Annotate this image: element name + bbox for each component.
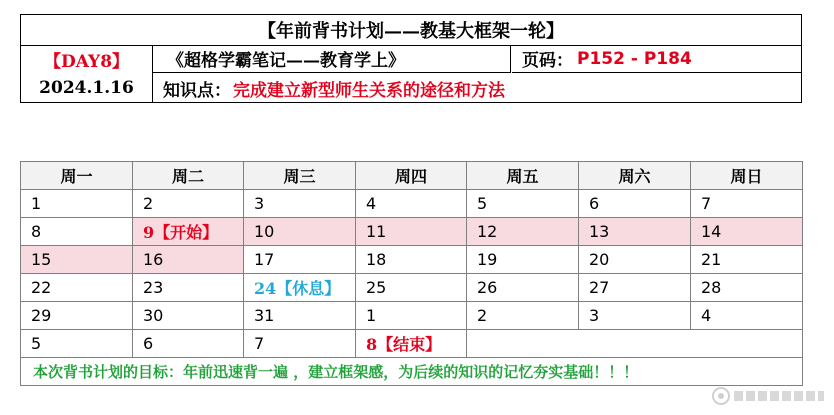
calendar-day-cell: 4 — [356, 190, 467, 218]
calendar-day-cell: 11 — [356, 218, 467, 246]
calendar-day-cell: 4 — [691, 302, 803, 330]
book-title: 《超格学霸笔记——教育学上》 — [153, 45, 511, 73]
watermark — [712, 385, 824, 407]
end-day-cell: 8【结束】 — [356, 330, 467, 358]
watermark-text-blur — [734, 391, 824, 401]
calendar-day-cell: 7 — [691, 190, 803, 218]
empty-cell — [467, 330, 803, 358]
calendar-day-cell: 3 — [579, 302, 691, 330]
calendar-week-row — [21, 302, 803, 330]
calendar-day-cell: 16 — [133, 246, 244, 274]
calendar-day-cell: 27 — [579, 274, 691, 302]
calendar-day-cell: 31 — [244, 302, 356, 330]
weekday-header: 周一 — [21, 162, 133, 190]
calendar-table — [20, 161, 803, 386]
topic-label: 知识点： — [163, 80, 231, 101]
calendar-week-row — [21, 246, 803, 274]
calendar-day-cell: 15 — [21, 246, 133, 274]
day-date-cell — [21, 45, 153, 102]
calendar-day-cell: 20 — [579, 246, 691, 274]
calendar-day-cell: 2 — [467, 302, 579, 330]
calendar-day-cell: 1 — [21, 190, 133, 218]
date-label: 2024.1.16 — [39, 78, 134, 98]
calendar-day-cell: 2 — [133, 190, 244, 218]
plan-info-table — [20, 14, 802, 103]
calendar-day-cell: 8 — [21, 218, 133, 246]
calendar-day-cell: 12 — [467, 218, 579, 246]
calendar-day-cell: 23 — [133, 274, 244, 302]
pages-value: P152 - P184 — [577, 48, 692, 69]
calendar-day-cell: 26 — [467, 274, 579, 302]
calendar-day-cell: 18 — [356, 246, 467, 274]
calendar-day-cell: 28 — [691, 274, 803, 302]
day-label: 【DAY8】 — [43, 51, 130, 72]
weekday-header: 周二 — [133, 162, 244, 190]
weekday-header: 周六 — [579, 162, 691, 190]
calendar-day-cell: 17 — [244, 246, 356, 274]
calendar-day-cell: 7 — [244, 330, 356, 358]
plan-goal: 本次背书计划的目标：年前迅速背一遍 ，建立框架感，为后续的知识的记忆夯实基础！！！ — [21, 358, 803, 386]
calendar-day-cell: 25 — [356, 274, 467, 302]
calendar-week-row — [21, 330, 803, 358]
calendar-day-cell: 14 — [691, 218, 803, 246]
calendar-day-cell: 6 — [133, 330, 244, 358]
weekday-header: 周五 — [467, 162, 579, 190]
calendar-day-cell: 29 — [21, 302, 133, 330]
calendar-day-cell: 1 — [356, 302, 467, 330]
weekday-header-row — [21, 162, 803, 190]
calendar-day-cell: 3 — [244, 190, 356, 218]
page-range — [512, 45, 801, 73]
calendar-day-cell: 6 — [579, 190, 691, 218]
calendar-week-row — [21, 190, 803, 218]
calendar-day-cell: 10 — [244, 218, 356, 246]
pages-label: 页码： — [522, 51, 573, 71]
topic-value: 完成建立新型师生关系的途径和方法 — [233, 80, 505, 101]
rest-day-cell: 24【休息】 — [244, 274, 356, 302]
start-day-cell: 9【开始】 — [133, 218, 244, 246]
calendar-day-cell: 5 — [467, 190, 579, 218]
calendar-day-cell: 21 — [691, 246, 803, 274]
calendar-day-cell: 30 — [133, 302, 244, 330]
calendar-day-cell: 5 — [21, 330, 133, 358]
calendar-day-cell: 22 — [21, 274, 133, 302]
calendar-day-cell: 19 — [467, 246, 579, 274]
calendar-week-row — [21, 218, 803, 246]
weekday-header: 周四 — [356, 162, 467, 190]
weekday-header: 周三 — [244, 162, 356, 190]
plan-title: 【年前背书计划——教基大框架一轮】 — [21, 15, 801, 46]
knowledge-point — [153, 74, 801, 102]
goal-row — [21, 358, 803, 386]
calendar-day-cell: 13 — [579, 218, 691, 246]
weekday-header: 周日 — [691, 162, 803, 190]
watermark-logo-icon — [712, 387, 730, 405]
calendar-week-row — [21, 274, 803, 302]
